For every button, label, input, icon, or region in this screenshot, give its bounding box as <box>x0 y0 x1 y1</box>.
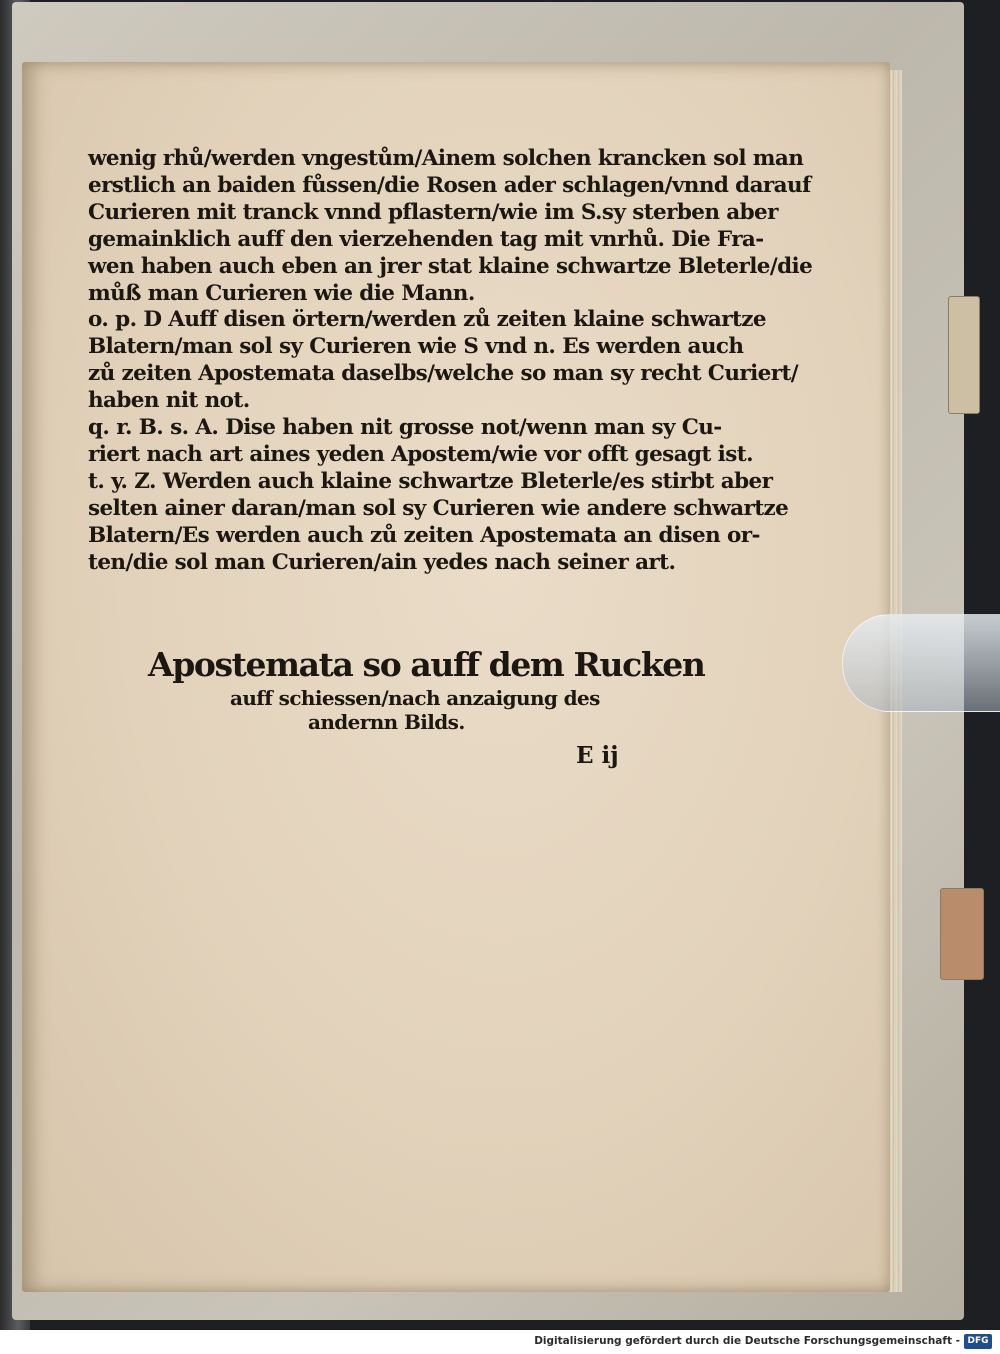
text-line: Blatern/Es werden auch zů zeiten Apostemata an disen or- <box>88 522 760 548</box>
text-line: gemainklich auff den vierzehenden tag mit vnrhů. Die Fra- <box>88 226 764 252</box>
body-text <box>88 146 813 577</box>
heading-line-1: Apostemata so auff dem Rucken <box>148 645 705 684</box>
bookmark-tab-lower <box>940 888 984 980</box>
section-heading <box>148 644 705 734</box>
text-line: haben nit not. <box>88 388 250 414</box>
glass-page-holder <box>842 614 1000 712</box>
text-line: erstlich an baiden fůssen/die Rosen ader schlagen/vnnd darauf <box>88 172 811 198</box>
text-line: t. y. Z. Werden auch klaine schwartze Bleterle/es stirbt aber <box>88 468 773 494</box>
text-line: wenig rhů/werden vngestům/Ainem solchen krancken sol man <box>88 146 804 171</box>
text-line: můß man Curieren wie die Mann. <box>88 280 475 306</box>
bookmark-tab <box>948 296 980 414</box>
text-line: riert nach art aines yeden Apostem/wie vor offt gesagt ist. <box>88 441 753 467</box>
text-line: Curieren mit tranck vnnd pflastern/wie im S.sy sterben aber <box>88 199 778 225</box>
text-line: zů zeiten Apostemata daselbs/welche so man sy recht Curiert/ <box>88 361 799 387</box>
text-line: o. p. D Auff disen örtern/werden zů zeiten klaine schwartze <box>88 307 766 333</box>
heading-line-2: auff schiessen/nach anzaigung des <box>230 686 600 710</box>
funding-notice: Digitalisierung gefördert durch die Deutsche Forschungsgemeinschaft - <box>534 1335 960 1347</box>
heading-line-3: andernn Bilds. <box>308 710 465 734</box>
signature-mark: E ij <box>576 742 619 769</box>
text-line: q. r. B. s. A. Dise haben nit grosse not/wenn man sy Cu- <box>88 415 722 441</box>
text-line: ten/die sol man Curieren/ain yedes nach seiner art. <box>88 549 676 575</box>
text-line: selten ainer daran/man sol sy Curieren wie andere schwartze <box>88 495 789 521</box>
dfg-logo[interactable]: DFG <box>964 1334 992 1349</box>
footer-bar <box>0 1330 1000 1354</box>
text-line: wen haben auch eben an jrer stat klaine schwartze Bleterle/die <box>88 253 813 279</box>
text-line: Blatern/man sol sy Curieren wie S vnd n. Es werden auch <box>88 334 744 360</box>
